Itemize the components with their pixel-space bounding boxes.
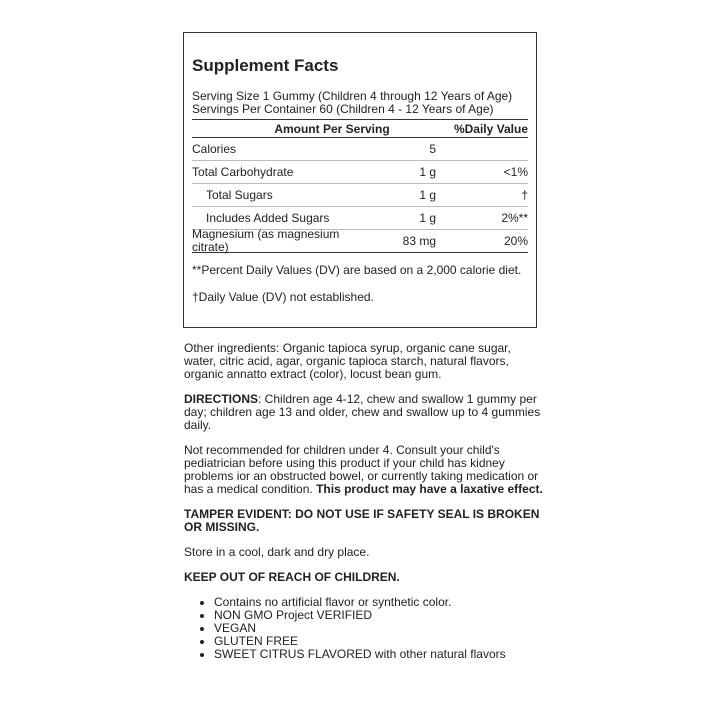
nutrient-name: Total Carbohydrate [192, 164, 294, 179]
nutrient-amount: 1 g [419, 210, 436, 225]
facts-row-total-sugars [192, 184, 528, 207]
nutrient-amount: 1 g [419, 164, 436, 179]
facts-title: Supplement Facts [192, 56, 339, 75]
facts-header-row [192, 119, 528, 138]
directions-text: : Children age 4-12, chew and swallow 1 gummy per day; children age 13 and older, chew and swallow up to 4 gummies daily. [184, 392, 541, 432]
nutrient-dv: <1% [503, 164, 528, 179]
facts-row-carbohydrate [192, 161, 528, 184]
tamper-warning: TAMPER EVIDENT: DO NOT USE IF SAFETY SEAL IS BROKEN OR MISSING. [184, 507, 540, 534]
list-item: • Contains no artificial flavor or synthetic color. [214, 596, 544, 609]
warning-bold: This product may have a laxative effect. [316, 482, 543, 496]
feature-list [184, 596, 544, 661]
list-item: • VEGAN [214, 622, 544, 635]
label-text [184, 342, 544, 661]
facts-row-magnesium [192, 227, 528, 254]
nutrient-amount: 83 mg [402, 233, 436, 248]
nutrient-dv: † [521, 187, 528, 202]
facts-row-calories [192, 138, 528, 161]
footnote-dv: **Percent Daily Values (DV) are based on a 2,000 calorie diet. [192, 263, 522, 277]
list-item: • GLUTEN FREE [214, 635, 544, 648]
ingredients: Other ingredients: Organic tapioca syrup, organic cane sugar, water, citric acid, agar, organic tapioca starch, natural flavors, organic annatto extract (color), locust bean gum. [184, 341, 511, 381]
directions [184, 393, 544, 432]
serving-size: Serving Size 1 Gummy (Children 4 through 12 Years of Age) [192, 89, 513, 103]
warning-text: Not recommended for children under 4. Consult your child's pediatrician before using this product if your child has kidney problems ior an obstructed bowel, or currently taking medication or has a medical condition. [184, 443, 539, 496]
nutrient-name: Includes Added Sugars [206, 210, 330, 225]
warning [184, 444, 544, 496]
serving-info [192, 90, 528, 116]
nutrient-amount: 1 g [419, 187, 436, 202]
supplement-facts-panel [183, 32, 537, 328]
nutrient-amount: 5 [429, 141, 436, 156]
header-amount: Amount Per Serving [274, 121, 390, 136]
list-item: • SWEET CITRUS FLAVORED with other natural flavors [214, 648, 544, 661]
nutrient-name: Total Sugars [206, 187, 273, 202]
servings-per-container: Servings Per Container 60 (Children 4 - 12 Years of Age) [192, 102, 494, 116]
nutrient-dv: 2%** [501, 210, 528, 225]
header-dv: %Daily Value [453, 121, 528, 136]
footnote-not-established: †Daily Value (DV) not established. [192, 290, 374, 304]
nutrient-name: Calories [192, 141, 237, 156]
directions-label: DIRECTIONS [184, 392, 259, 406]
nutrient-name: Magnesium (as magnesium citrate) [192, 227, 340, 254]
keep-out-warning: KEEP OUT OF REACH OF CHILDREN. [184, 570, 400, 584]
list-item: • NON GMO Project VERIFIED [214, 609, 544, 622]
nutrient-dv: 20% [503, 233, 528, 248]
storage-instructions: Store in a cool, dark and dry place. [184, 545, 370, 559]
